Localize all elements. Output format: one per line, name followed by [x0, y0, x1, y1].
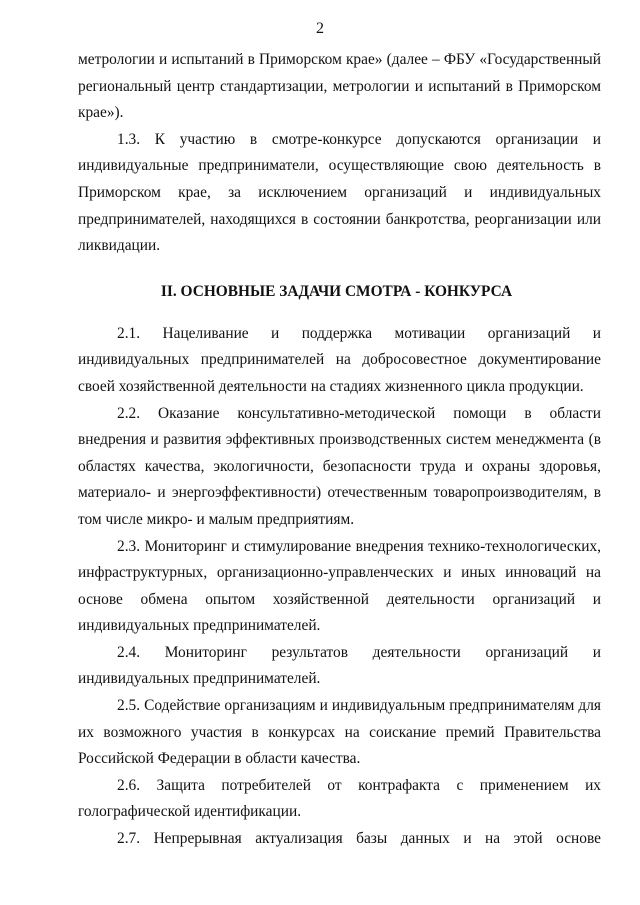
task-2-4: 2.4. Мониторинг результатов деятельности организаций и индивидуальных предпринимателей.: [78, 643, 601, 688]
task-2-5: 2.5. Содействие организациям и индивидуальным предпринимателям для их возможного участия в конкурсах на соискание премий Правительства Российской Федерации в области качества.: [78, 697, 601, 768]
task-2-1: 2.1. Нацеливание и поддержка мотивации организаций и индивидуальных предпринимателей на добросовестное документирование своей хозяйственной деятельности на стадиях жизненного цикла продукции.: [78, 324, 601, 395]
page-number: 2: [316, 20, 324, 37]
paragraph-1-3: 1.3. К участию в смотре-конкурсе допускаются организации и индивидуальные предприниматели, осуществляющие свою деятельность в Приморском крае, за исключением организаций и индивидуальных предпринимателей, находящихся в состоянии банкротства, реорганизации или ликвидации.: [78, 130, 601, 255]
task-2-7: 2.7. Непрерывная актуализация базы данных и на этой основе: [117, 830, 601, 848]
paragraph-continuation: метрологии и испытаний в Приморском крае» (далее – ФБУ «Государственный региональный центр стандартизации, метрологии и испытаний в Приморском крае»).: [78, 51, 601, 122]
document-body: [78, 47, 601, 853]
task-2-2: 2.2. Оказание консультативно-методической помощи в области внедрения и развития эффективных производственных систем менеджмента (в областях качества, экологичности, безопасности труда и охраны здоровья, материало- и энергоэффективности) отечественным товаропроизводителям, в том числе микро- и малым предприятиям.: [78, 404, 601, 528]
task-2-3: 2.3. Мониторинг и стимулирование внедрения технико-технологических, инфраструктурных, организационно-управленческих и иных инноваций на основе обмена опытом хозяйственной деятельности организаций и индивидуальных предпринимателей.: [78, 537, 601, 635]
section-heading: II. ОСНОВНЫЕ ЗАДАЧИ СМОТРА - КОНКУРСА: [160, 282, 513, 300]
task-2-6: 2.6. Защита потребителей от контрафакта с применением их голографической идентификации.: [78, 776, 601, 821]
